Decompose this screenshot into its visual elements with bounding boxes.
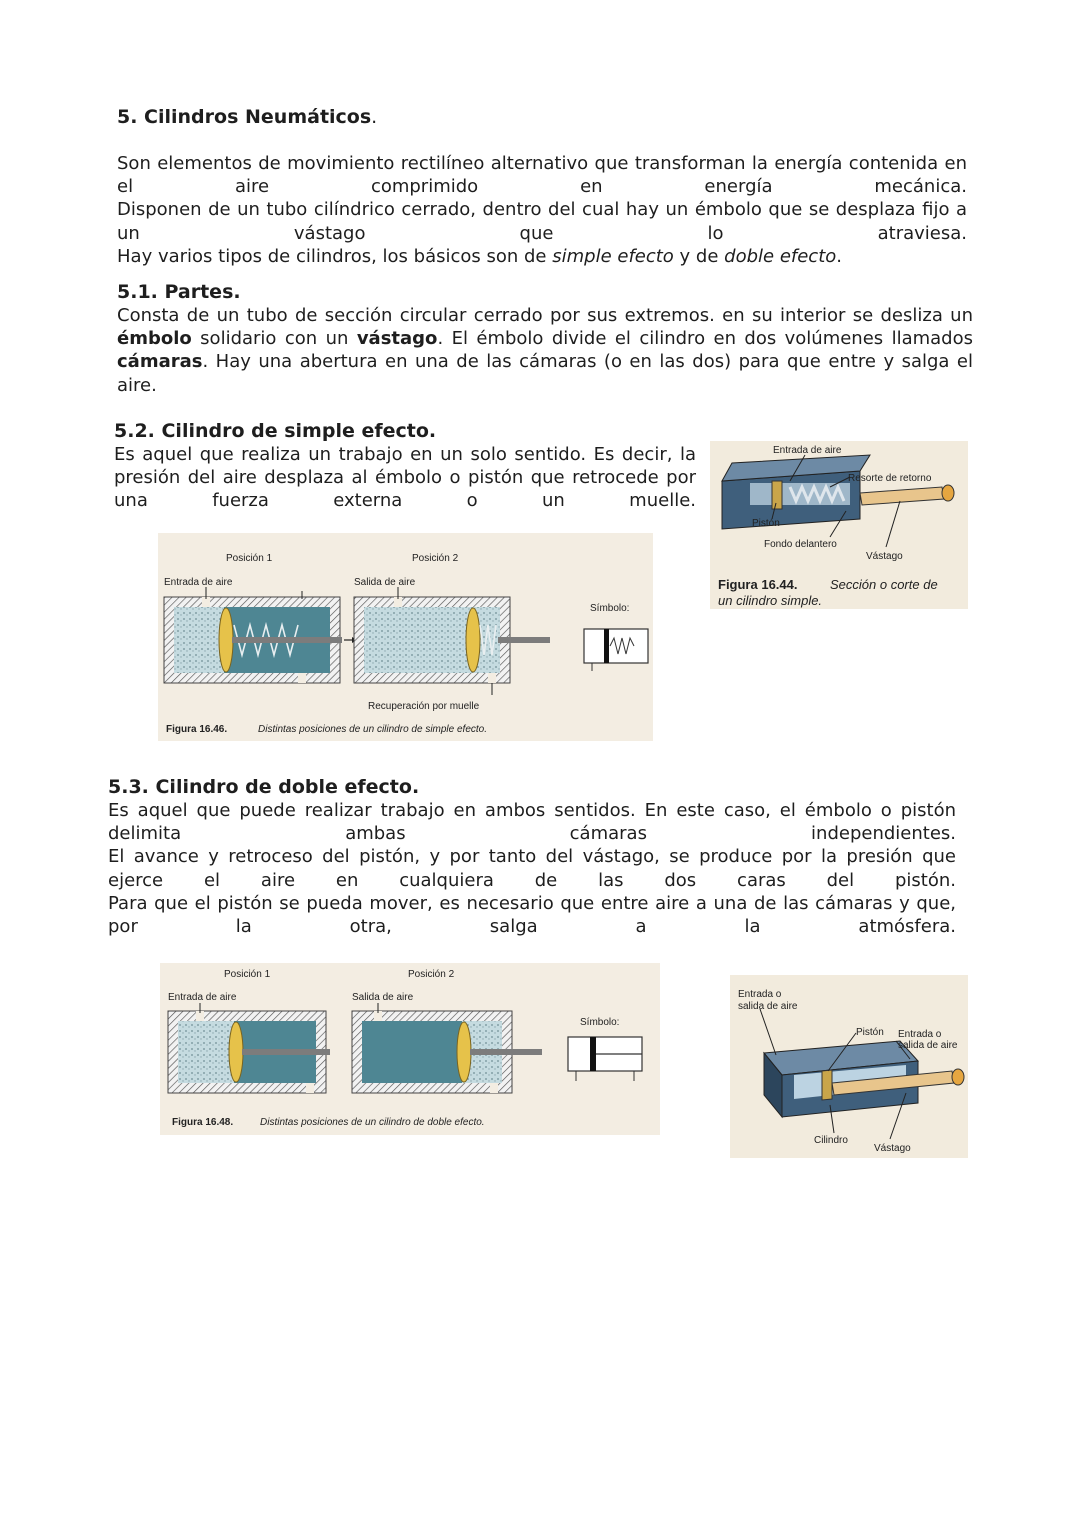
label-posicion-1: Posición 1 xyxy=(224,969,271,980)
label-salida-de-aire: Salida de aire xyxy=(352,992,414,1003)
label-cilindro: Cilindro xyxy=(814,1135,848,1146)
section-5-3-paragraph-3: Para que el pistón se pueda mover, es necesario que entre aire a una de las cámaras y que, por la otra, salga a la atmósfera. xyxy=(108,892,956,938)
label-fondo-delantero: Fondo delantero xyxy=(764,539,837,550)
section-5-3-paragraph-1: Es aquel que puede realizar trabajo en ambos sentidos. En este caso, el émbolo o pistón delimita ambas cámaras independientes. xyxy=(108,800,956,845)
label-simbolo: Símbolo: xyxy=(580,1017,620,1028)
figure-16-44-caption-text-2: un cilindro simple. xyxy=(718,593,823,608)
label-vastago: Vástago xyxy=(866,551,903,562)
label-simbolo: Símbolo: xyxy=(590,603,630,614)
section-5-3-paragraph-2: El avance y retroceso del pistón, y por tanto del vástago, se produce por la presión que ejerce el aire en cualquiera de las dos caras del pistón. xyxy=(108,846,956,891)
double-cylinder-section-illustration xyxy=(730,975,968,1158)
section-5-paragraph-2: Disponen de un tubo cilíndrico cerrado, dentro del cual hay un émbolo que se desplaza fijo a un vástago que lo atraviesa. xyxy=(117,199,967,244)
section-5-paragraph-3: Hay varios tipos de cilindros, los básicos son de simple efecto y de doble efecto. xyxy=(117,245,843,267)
section-5-paragraph-1: Son elementos de movimiento rectilíneo alternativo que transforman la energía contenida en el aire comprimido en energía mecánica. xyxy=(117,153,967,198)
figure-16-44-caption-number: Figura 16.44. xyxy=(718,577,798,592)
figure-double-cylinder-section xyxy=(730,975,968,1158)
figure-16-44 xyxy=(710,441,968,609)
label-entrada-de-aire: Entrada de aire xyxy=(773,445,842,456)
figure-16-48-caption-text: Distintas posiciones de un cilindro de doble efecto. xyxy=(260,1117,485,1128)
double-effect-positions-diagram xyxy=(160,963,660,1135)
label-vastago: Vástago xyxy=(874,1143,911,1154)
label-posicion-2: Posición 2 xyxy=(412,553,459,564)
label-entrada-de-aire: Entrada de aire xyxy=(168,992,237,1003)
cylinder-section-illustration xyxy=(710,441,968,609)
label-salida-de-aire: Salida de aire xyxy=(354,577,416,588)
label-resorte-de-retorno: Resorte de retorno xyxy=(848,473,932,484)
section-5-1-paragraph: Consta de un tubo de sección circular cerrado por sus extremos. en su interior se desliza un émbolo solidario con un vástago. El émbolo divide el cilindro en dos volúmenes llamados cámaras. Hay una abertura en una de las cámaras (o en las dos) para que entre y salga el aire. xyxy=(117,305,973,396)
figure-16-46 xyxy=(158,533,653,741)
section-5-3-body xyxy=(108,799,956,938)
section-5-title: 5. Cilindros Neumáticos. xyxy=(117,106,378,128)
label-entrada-o-1: Entrada o xyxy=(738,989,782,1000)
section-5-1-title: 5.1. Partes. xyxy=(117,281,241,303)
label-salida-de-aire-1: salida de aire xyxy=(738,1001,798,1012)
label-piston: Pistón xyxy=(856,1027,884,1038)
label-entrada-de-aire: Entrada de aire xyxy=(164,577,233,588)
label-piston: Pistón xyxy=(752,518,780,529)
figure-16-46-caption-number: Figura 16.46. xyxy=(166,724,228,735)
label-posicion-1: Posición 1 xyxy=(226,553,273,564)
label-entrada-o-2: Entrada o xyxy=(898,1029,942,1040)
section-5-2-paragraph: Es aquel que realiza un trabajo en un solo sentido. Es decir, la presión del aire desplaza al émbolo o pistón que retrocede por una fuerza externa o un muelle. xyxy=(114,444,696,512)
figure-16-44-caption-text-1: Sección o corte de xyxy=(830,577,938,592)
simple-effect-positions-diagram xyxy=(158,533,653,741)
section-5-3-title: 5.3. Cilindro de doble efecto. xyxy=(108,776,420,798)
figure-16-48 xyxy=(160,963,660,1135)
section-5-2-title: 5.2. Cilindro de simple efecto. xyxy=(114,420,437,442)
figure-16-48-caption-number: Figura 16.48. xyxy=(172,1117,234,1128)
label-salida-de-aire-2: salida de aire xyxy=(898,1040,958,1051)
label-recuperacion-por-muelle: Recuperación por muelle xyxy=(368,701,480,712)
label-posicion-2: Posición 2 xyxy=(408,969,455,980)
section-5-body xyxy=(117,152,967,268)
figure-16-46-caption-text: Distintas posiciones de un cilindro de simple efecto. xyxy=(258,724,488,735)
